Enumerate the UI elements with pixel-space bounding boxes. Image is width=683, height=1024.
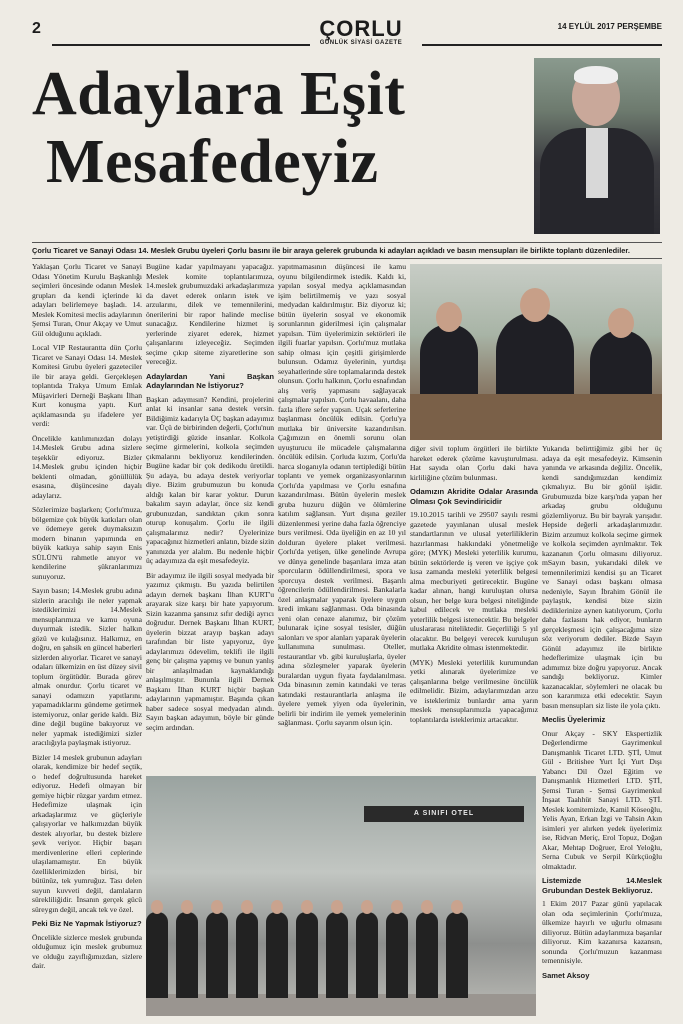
page-header: [30, 18, 662, 52]
article-column-2: [146, 262, 274, 762]
press-meeting-photo: [410, 264, 662, 440]
paragraph: 1 Ekim 2017 Pazar günü yapılacak olan oda seçimlerinin Çorlu'muza, ülkemize hayırlı ve uğurlu olmasını diliyoruz. Bütün adaylarımıza başarılar diliyoruz. Kim kazanırsa kazansın, sonunda Çorlu'muzun kazanması temennisiyle.: [542, 899, 662, 965]
headline-line-1: Adaylara Eşit: [32, 60, 406, 128]
headline-line-2: Mesafedeyiz: [46, 128, 379, 196]
masthead-name: ÇORLU: [319, 16, 403, 41]
paragraph: yapıtmamasının düşüncesi ile kamu oyunu bilgilendirmek istedik. Kaldı ki, yapılan sosyal medya açıklamasından işim belirtilmemiş ve yazı sosyal medyadan kaldırılmıştır. Biz diyoruz ki; bütün üyelerin sosyal ve ekonomik sorunlarının giderilmesi için çalışmalar yapılsın. Tüm üyelerimizin sektörleri ile ilgili fuarlar yapılsın. Çorlu'muz mutlaka sahip olması için çeşitli girişimlerde bulunsun. Odamız üyelerinin, yurtdışı seyahatlerinde süre toplamalarında destek olunsun. Çorlu halkının, Çorlu esnafından alış veriş yapmasını sağlayacak çalışmalar yapılsın. Çorlu havaalanı, daha fazla iflere sefer yapsın. Uçak seferlerine başlanması öncülük edilsin. Çorlu'ya mutlaka bir üniversite kazandırılsın. Çağımızın en önemli sorunu olan uyuşturucu ile mücadele çalışmalarına öncülük edilsin. Çorluda kızım, Çorlu'da harca sloganıyla odanın tertiplediği bütün toplantı ve yemek organizasyonlarının Çorlu'da yapılması ve Çorlu esnafına kazandırılması. Bütün üyelerin meslek gruba huzuru düğün ve ölümlerine katılım sağlansın. Yurt dışına geziler düzenlenmesi yerine daha fazla öğrenciye burs verilmesi. Oda üyeliğin en az 10 yıl dolduran üyelere plaket verilmesi. Çorlu'da yetişen, ülke genelinde Avrupa ve dünya genelinde başarılara imza atan sporcuların ödüllendirilmesi, spora ve sporcuya destek verilmesi. Başarılı öğrencilerin ödüllendirilmesi. Bankalarla özel anlaşmalar yaparak üyelere uygun kredi imkanı sağlanması. Oda binasında yeni olan cenaze alanımız, bir çözüm bulunarak içine sosyal tesisler, düğün salonları ve spor alanları yaparak üyelerin kullanımına sunulması. Oteller, restaurantlar vb. gibi kuruluşlarla, üyeler adına sözleşmeler yaparak üyelerin buralardan uygun fiyata faydalanılması. Oda binasının zemin katındaki ve teras katındaki restaurantlarla anlaşma ile üyelere yemek yiyen oda üyelerinin, belirli bir indirim ile yemek yemelerinin sağlanması. Çorlu sayarım olsun için.: [278, 262, 406, 727]
section-heading: Meclis Üyelerimiz: [542, 715, 606, 724]
section-heading: Peki Biz Ne Yapmak İstiyoruz?: [32, 919, 142, 928]
header-rule-right: [422, 44, 662, 46]
paragraph: 19.10.2015 tarihli ve 29507 sayılı resmi gazetede yayınlanan ulusal meslek standartlarının ve ulusal yeterliliklerin hazırlanması hakkındaki yönetmeliğe göre; (MYK) Mesleki yeterlilik kurumu, bütün sektörlerde iş veren ve işçiye çok kısa zamanda mesleki yeterlilik belgesi alma mecburiyeti getirecektir. Bugüne kadar alınan, hangi kuruluştan olursa olsun, her belge kura belgesi niteliğinde kabul edilecek ve mutlaka mesleki yeterlilik belgesi istenecektir. Bu belgeler uluslararası niteliktedir. Geçerliliği 5 yıl olacaktır. Bu belgeyi verecek kuruluşun mutlaka Akridite olması istenmektedir.: [410, 510, 538, 652]
paragraph: Local VIP Restaurantta dün Çorlu Ticaret ve Sanayi Odası 14. Meslek Komitesi Grubu üyeleri gazeteciler ile bir araya geldi. Gerçekleşen toplantıda Trakya Umum Emlak Müşavirleri Derneği Başkanı İlhan Kurt konuşma yaptı. Kurt açıklamasında şu ifadelere yer verdi:: [32, 343, 142, 428]
paragraph: Öncelikle sizlerce meslek grubunda olduğumuz için meslek grubumuz ve olduğu zayıflığımızdan, sizlere dair.: [32, 932, 142, 970]
section-heading: Adaylardan Yani Başkan Adaylarından Ne İstiyoruz?: [146, 371, 274, 390]
section-heading: Listemizde 14.Meslek Grubundan Destek Bekliyoruz.: [542, 876, 662, 895]
paragraph: Yukarıda belirttiğimiz gibi her üç adaya da eşit mesafedeyiz. Kimsenin yanında ve arkasında değiliz. Öncelik, kendi sandığımızdan kendimiz çıkmalıyız. Bu bir gönül işidir. Grubumuzda bize karşı'nda yapan her arkadaş grubu olduğunu gözlemliyoruz. Bu bir bayrak yarışıdır. Hepside değerli arkadaşlarımızdır. Bizim arzumuz kolkola seçime girmek ve kolkola seçimden ayrılmaktır. Tek kazananın Çorlu olmasını diliyoruz. mSayın basın, yukarıdaki dilek ve temennilerimizi kendisi şu an Ticaret ve Sanayi odası başkanı olmasa nedeniyle, Sayın İbrahim Gönül ile paylaştık, kendisi bize sizin dediklerinize aynen katılıyorum, Çorlu daha fazlasını hak ediyor, bunların gerçekleşmesi için çalışacağıma size söz veriyorum dediler. Bizde Sayın Gönül adayımız ile birlikte hedeflerimize ulaşmak için bu adımımız bize doğru yapıyoruz. Ancak sandığı bekliyoruz. Kimler kazanacaklar, söylemleri ne olacak bu son kararımıza etki edecektir. Sayın basın mensupları siz liste ile yola çıktı.: [542, 444, 662, 710]
section-heading: Odamızın Akridite Odalar Arasında Olması Çok Sevindiricidir: [410, 487, 538, 506]
paragraph: Bizler 14 meslek grubunun adayları olarak, kendimize bir hedef seçtik, o hedef doğrultusunda hareket ediyoruz. Hedefi olmayan bir gemiye hiçbir rüzgar yardım etmez. Hedefimize ulaşmak için arkadaşlarımız ve güçleriyle çalışıyorlar ve halkımızdan büyük destek alıyorlar, bu destek bizlere şevk veriyor. Hiçbir başarı merdivenlerine elleri ceplerinde ulaşılamamıştır. En büyük özelliklerimizden birisi, bir bütünüz, tek yumruğuz. Tası delen suyun kuvveti değil, damlaların sürekliliğidir. İnsanın gerçek gücü süreygın değil, ancak tek ve özel.: [32, 752, 142, 914]
article-column-4: [410, 444, 538, 774]
paragraph: Başkan adaymısın? Kendini, projelerini anlat ki insanlar sana destek versin. Bildiğimiz kadarıyla ÜÇ başkan adayımız var. Üçü de birbirinden değerli, Çorlu'nun yetiştirdiği güzide insanlar. Kolkola seçime girmelerini, kolkola seçimden çıkmalarını bekliyoruz kendilerinden. Bugüne kadar bir çok dedikodu üretildi. Şu adaya, bu adaya destek veriyorlar diye. Bizim grubumuzun bu konuda aldığı kalan bir karar yoktur. Durun bakalım sayın adaylar, önce siz kendi grubunuzdan, sandıktan çıkın sonra oturup konuşalım. Çorlu ile ilgili çalışmalarınız nedir? Üyelerinize yapacağınız hizmetleri anlatın, bizde sizin yanınızda yer alalım. Bu nedenle hiçbir üç adayımıza da eşit mesafedeyiz.: [146, 394, 274, 565]
header-rule-left: [52, 44, 310, 46]
speaker-portrait-photo: [534, 58, 660, 234]
hotel-sign: A SINIFI OTEL: [364, 806, 524, 822]
article-column-5: [542, 444, 662, 1014]
paragraph: Sayın basın; 14.Meslek grubu adına sizlerin aracılığı ile neler yapmak istediklerimizi 14.Meslek mensuplarımıza ve kamu oyuna duyurmak istedik. Sizler halkın gözü ve kulağısınız. Halkımız, en doğru, en şahsik en güncel haberleri sizlerden alıyorlar. Ticaret ve sanayi odaları ülkemizin en üst düzey sivil toplum örgütüdür. Burada görev almak onurdur. Çorlu ticaret ve sanayi odamızın yapıtlarını, yapamadıklarını gündeme getirmek istemiyoruz, onlar geride kaldı. Biz dine değil bugüne bakıyoruz ve neler yapmak istediğimizi sizler aracılığıyla paylaşmak istiyoruz.: [32, 586, 142, 747]
paragraph: Bugüne kadar yapılmayanı yapacağız. Meslek komite toplantılarımıza, 14.meslek grubumuzdaki arkadaşlarımıza da davet ederek onların istek ve arzularını, dilek ve temennilerini, önerilerini bir rapor halinde meclise sunacağız. Kendilerine hizmet iş yerlerinde ziyaret ederek, hizmet çalışanlarını izleyeceğiz. Seçimden seçime çıkıp siteme ziyaretlerine son vereceğiz.: [146, 262, 274, 366]
paragraph: Bir adayımız ile ilgili sosyal medyada bir yazımız çıkmıştı. Bu yazıda belirtilen adayın dernek başkanı İlhan KURT'u arayarak size karşı bir hate yapıyorum. Sizin kazanma şansınız sıfır dediği ayrıcı doğrudur. Dernek Başkanı İlhan KURT, üyelerin bizzat arayıp başkan adayı tarafından bir liste yapıyoruz, üye adaylarımızı ödevelim, teklifi ile ilgili genç bir çalışma yapmış ve bunun yanlış bir anlaşılmadan kaynaklandığı anlaşılmıştır. Bununla ilgili Dernek Başkanı İlhan KURT hiçbir başkan adaylarının yapmamıştır. Başında çıkan haber sadece sosyal medyadan alındı. Sayın başkan adayımın, böyle bir günde seçim ardından.: [146, 570, 274, 732]
author-signature: Samet Aksoy: [542, 970, 590, 980]
article-subheading: Çorlu Ticaret ve Sanayi Odası 14. Meslek Grubu üyeleri Çorlu basını ile bir araya gelerek grubunda ki adayları açıkladı ve basın mensupları ile birlikte toplantı düzenlediler.: [32, 242, 662, 259]
paragraph: Öncelikle katılımınızdan dolayı 14.Meslek Grubu adına sizlere teşekkür ediyoruz. Bizler 14.Meslek grubu içinden hiçbir beklenti olmadan, gönüllülük esasına, düşüncesine dayalı adaylarız.: [32, 433, 142, 500]
article-column-3: [278, 262, 406, 772]
issue-date: 14 EYLÜL 2017 PERŞEMBE: [557, 22, 662, 31]
masthead: [296, 18, 426, 46]
article-column-1: [32, 262, 142, 1012]
paragraph: diğer sivil toplum örgütleri ile birlikte hareket ederek çözüme kavuşturulması. Hat sayıda olan Çorlu daki hava kirliliğine çözüm bulunması.: [410, 444, 538, 482]
paragraph: Sözlerimize başlarken; Çorlu'muza, bölgemize çok büyük katkıları olan ve ödemeye gerek duymaksızın modern binanın yapımında en büyük katkıya sahip sayın Enis SÜLÜN'ü rahmetle anıyor ve kendilerine şükranlarımızı sunuyoruz.: [32, 505, 142, 581]
paragraph: (MYK) Mesleki yeterlilik kurumundan yetki alınarak üyelerimize ve çalışanlarına belge verilmesine öncülük edilmelidir. Bizim, adaylarımızdan arzu ve isteklerimiz bunlardır ama yarın meslek mensuplarımızla yapacağımız toplantılarda isteklerimiz artacaktır.: [410, 657, 538, 724]
group-photo: [146, 776, 536, 1016]
masthead-tagline: GÜNLÜK SİYASİ GAZETE: [319, 40, 403, 46]
paragraph: Onur Akçay - SKY Ekspertizlik Değerlendirme Gayrimenkul Danışmanlık Ticaret LTD. ŞTİ, Umut Gül - Britishee Yurt İçi Yurt Dışı Yabancı Dil Özel Eğitim ve Danışmanlık Hizmetleri LTD. ŞTİ, Şemsi Turan - Şemsi Gayrimenkul İnşaat Taahhüt Sanayi LTD. ŞTİ. Meslek komitemizde, Kamil Köseoğlu, Yelis Ayan, Erkan İzgi ve Tahsin Akın isimleri yer alırken yedek üyelerimiz ise, Ridvan Meriç, Erol Topuz, Doğan Akar, Mehtap Doğruer, Erol Yeloğlu, Serna Cubuk ve Serpil Kürkçüoğlu olmaktadır.: [542, 728, 662, 871]
headline: [32, 60, 532, 196]
page-number: 2: [32, 20, 41, 37]
paragraph: Yaklaşan Çorlu Ticaret ve Sanayi Odası Yönetim Kurulu Başkanlığı seçimleri öncesinde odanın Meslek grupları da kendi içlerinde ki adayları belirlemeye başladı. 14. Meslek Komitesi meclis adaylarının Şemsi Turan, Onur Akçay ve Umut Gül olduğunu açıkladı.: [32, 262, 142, 338]
